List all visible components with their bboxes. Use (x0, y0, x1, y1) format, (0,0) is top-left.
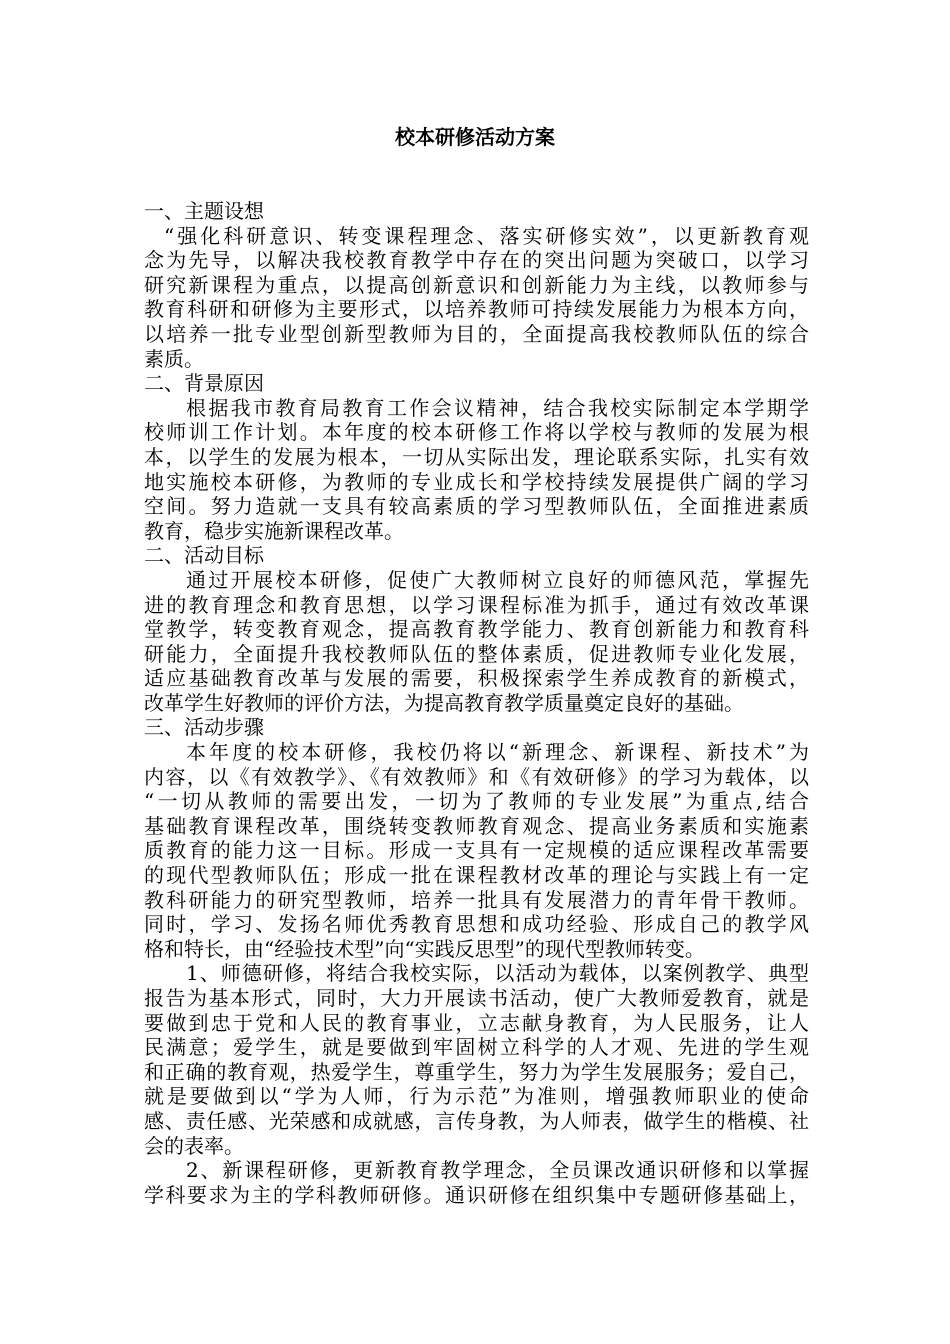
document-line: 教育，稳步实施新课程改革。 (144, 518, 404, 543)
document-line: 民满意；爱学生，就是要做到牢固树立科学的人才观、先进的学生观 (144, 1035, 809, 1060)
document-line: 空间。努力造就一支具有较高素质的学习型教师队伍，全面推进素质 (144, 494, 809, 519)
document-line: 会的表率。 (144, 1133, 244, 1158)
document-line: “强化科研意识、转变课程理念、落实研修实效”，以更新教育观 (164, 223, 809, 248)
document-line: 格和特长，由“经验技术型”向“实践反思型”的现代型教师转变。 (144, 936, 705, 961)
document-line: 三、活动步骤 (144, 715, 264, 740)
document-line: 进的教育理念和教育思想，以学习课程标准为抓手，通过有效改革课 (144, 592, 809, 617)
document-line: 就是要做到以“学为人师，行为示范”为准则，增强教师职业的使命 (144, 1084, 809, 1109)
document-line: 教科研能力的研究型教师，培养一批具有发展潜力的青年骨干教师。 (144, 887, 809, 912)
document-line: “一切从教师的需要出发，一切为了教师的专业发展”为重点,结合 (144, 789, 809, 814)
document-line: 一、主题设想 (144, 199, 264, 223)
document-line: 二、活动目标 (144, 543, 264, 568)
document-line: 本，以学生的发展为根本，一切从实际出发，理论联系实际，扎实有效 (144, 444, 809, 469)
document-line: 适应基础教育改革与发展的需要，积极探索学生养成教育的新模式， (144, 666, 809, 691)
document-line: 素质。 (144, 346, 204, 371)
document-line: 教育科研和研修为主要形式，以培养教师可持续发展能力为根本方向， (144, 297, 809, 322)
document-line: 改革学生好教师的评价方法，为提高教育教学质量奠定良好的基础。 (144, 690, 744, 715)
document-line: 本年度的校本研修，我校仍将以“新理念、新课程、新技术”为 (186, 740, 809, 765)
document-line: 二、背景原因 (144, 371, 264, 396)
document-line: 念为先导，以解决我校教育教学中存在的突出问题为突破口，以学习 (144, 248, 809, 273)
document-line: 研能力，全面提升我校教师队伍的整体素质，促进教师专业化发展， (144, 641, 809, 666)
document-line: 基础教育课程改革，围绕转变教师教育观念、提高业务素质和实施素 (144, 813, 809, 838)
document-line: 校师训工作计划。本年度的校本研修工作将以学校与教师的发展为根 (144, 420, 809, 445)
document-title: 校本研修活动方案 (395, 125, 555, 149)
document-line: 报告为基本形式，同时，大力开展读书活动，使广大教师爱教育，就是 (144, 986, 809, 1010)
document-line: 根据我市教育局教育工作会议精神，结合我校实际制定本学期学 (186, 395, 809, 420)
document-line: 研究新课程为重点，以提高创新意识和创新能力为主线，以教师参与 (144, 272, 809, 297)
document-line: 通过开展校本研修，促使广大教师树立良好的师德风范，掌握先 (186, 567, 809, 592)
document-line: 1、师德研修，将结合我校实际，以活动为载体，以案例教学、典型 (186, 961, 809, 986)
document-line: 2、新课程研修，更新教育教学理念，全员课改通识研修和以掌握 (186, 1158, 809, 1183)
document-line: 感、责任感、光荣感和成就感，言传身教，为人师表，做学生的楷模、社 (144, 1108, 809, 1133)
document-line: 地实施校本研修，为教师的专业成长和学校持续发展提供广阔的学习 (144, 469, 809, 494)
document-line: 和正确的教育观，热爱学生，尊重学生，努力为学生发展服务；爱自己， (144, 1059, 809, 1084)
document-line: 的现代型教师队伍；形成一批在课程教材改革的理论与实践上有一定 (144, 863, 809, 888)
document-body (144, 199, 809, 1207)
document-line: 要做到忠于党和人民的教育事业，立志献身教育，为人民服务，让人 (144, 1010, 809, 1035)
document-line: 学科要求为主的学科教师研修。通识研修在组织集中专题研修基础上， (144, 1182, 809, 1207)
document-line: 同时，学习、发扬名师优秀教育思想和成功经验、形成自己的教学风 (144, 912, 809, 937)
document-line: 以培养一批专业型创新型教师为目的，全面提高我校教师队伍的综合 (144, 321, 809, 346)
document-line: 内容，以《有效教学》、《有效教师》和《有效研修》的学习为载体，以 (144, 764, 809, 789)
document-line: 质教育的能力这一目标。形成一支具有一定规模的适应课程改革需要 (144, 838, 809, 863)
document-line: 堂教学，转变教育观念，提高教育教学能力、教育创新能力和教育科 (144, 617, 809, 642)
